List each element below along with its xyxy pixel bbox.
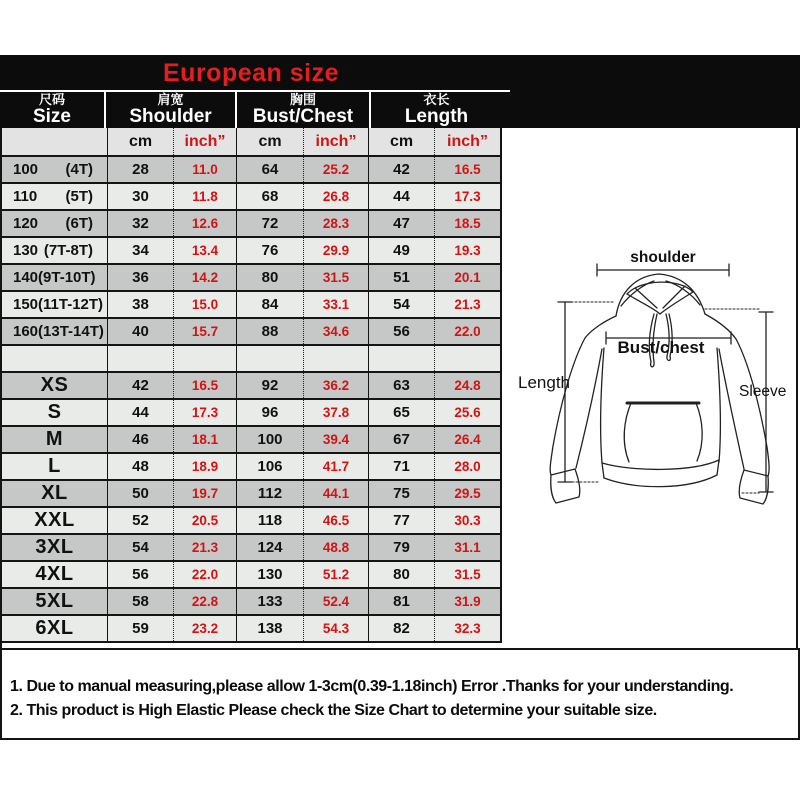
size-cell bbox=[2, 427, 108, 452]
length-cm-value: 56 bbox=[369, 319, 435, 344]
size-value: M bbox=[45, 428, 64, 450]
size-value: XL bbox=[41, 482, 68, 504]
bust-inch-value: 46.5 bbox=[304, 508, 369, 533]
shoulder-inch-value: 18.9 bbox=[174, 454, 237, 479]
length-inch-value: 16.5 bbox=[454, 162, 481, 177]
length-label: Length bbox=[518, 373, 570, 392]
shoulder-cm-value: 28 bbox=[108, 157, 174, 182]
bust-inch-value: 51.2 bbox=[304, 562, 369, 587]
length-cm-value: 51 bbox=[369, 265, 435, 290]
bust-cm-value: 76 bbox=[237, 238, 304, 263]
size-chart-table bbox=[0, 128, 502, 643]
unit-inch-label: inch” bbox=[174, 128, 237, 155]
shoulder-inch-value: 11.0 bbox=[174, 157, 237, 182]
hem-bottom bbox=[604, 475, 717, 487]
bust-inch-value: 25.2 bbox=[304, 157, 369, 182]
shoulder-inch-value: 13.4 bbox=[174, 238, 237, 263]
size-value: 110 bbox=[13, 188, 38, 205]
length-cm-value bbox=[369, 346, 435, 371]
group-bust-en: Bust/Chest bbox=[252, 106, 354, 127]
size-value: 3XL bbox=[35, 536, 74, 558]
table-row-120 bbox=[2, 211, 500, 238]
length-cm-value: 63 bbox=[369, 373, 435, 398]
bust-inch-value: 37.8 bbox=[304, 400, 369, 425]
size-cell bbox=[2, 319, 108, 344]
shoulder-inch-value: 11.8 bbox=[174, 184, 237, 209]
bust-inch-value: 33.1 bbox=[304, 292, 369, 317]
length-cm-value: 71 bbox=[369, 454, 435, 479]
note-line-1: 1. Due to manual measuring,please allow 1-3cm(0.39-1.18inch) Error .Thanks for your understanding. bbox=[10, 678, 734, 695]
bust-cm-value: 88 bbox=[237, 319, 304, 344]
length-cm-value: 67 bbox=[369, 427, 435, 452]
shoulder-cm-value: 58 bbox=[108, 589, 174, 614]
body-left-edge bbox=[601, 348, 604, 463]
hood-crease-left bbox=[621, 281, 654, 306]
bust-cm-value: 138 bbox=[237, 616, 304, 641]
length-inch-value bbox=[435, 346, 500, 371]
size-age-range: (11T-12T) bbox=[38, 296, 104, 313]
length-inch-value: 17.3 bbox=[454, 189, 481, 204]
size-cell bbox=[2, 346, 108, 371]
length-inch-value: 22.0 bbox=[454, 324, 481, 339]
length-cm-value: 75 bbox=[369, 481, 435, 506]
bust-inch-value: 54.3 bbox=[304, 616, 369, 641]
bust-cm-value: 64 bbox=[237, 157, 304, 182]
group-shoulder-en: Shoulder bbox=[129, 106, 212, 127]
length-inch-value: 31.1 bbox=[454, 540, 481, 555]
table-row-6XL bbox=[2, 616, 500, 643]
bust-cm-value: 106 bbox=[237, 454, 304, 479]
size-value: XS bbox=[40, 374, 69, 396]
cuff-right bbox=[739, 470, 768, 504]
bust-inch-value: 41.7 bbox=[304, 454, 369, 479]
left-frame-line bbox=[0, 128, 2, 648]
length-inch-value: 26.4 bbox=[454, 432, 481, 447]
shoulder-cm-value: 34 bbox=[108, 238, 174, 263]
bust-cm-value: 68 bbox=[237, 184, 304, 209]
table-row-XXL bbox=[2, 508, 500, 535]
size-cell bbox=[2, 454, 108, 479]
table-row-3XL bbox=[2, 535, 500, 562]
size-age-range: (6T) bbox=[65, 215, 93, 232]
bust-inch-value bbox=[304, 346, 369, 371]
bust-cm-value bbox=[237, 346, 304, 371]
length-inch-value: 28.0 bbox=[454, 459, 481, 474]
bust-label: Bust/chest bbox=[617, 338, 705, 357]
table-row-100 bbox=[2, 157, 500, 184]
shoulder-cm-value: 36 bbox=[108, 265, 174, 290]
size-cell bbox=[2, 400, 108, 425]
length-inch-value: 24.8 bbox=[454, 378, 481, 393]
length-measure-line bbox=[558, 302, 572, 482]
size-value: 130 bbox=[13, 242, 39, 259]
shoulder-cm-value: 59 bbox=[108, 616, 174, 641]
shoulder-inch-value: 21.3 bbox=[174, 535, 237, 560]
size-cell bbox=[2, 184, 108, 209]
bust-cm-value: 130 bbox=[237, 562, 304, 587]
length-inch-value: 29.5 bbox=[454, 486, 481, 501]
length-cm-value: 44 bbox=[369, 184, 435, 209]
shoulder-inch-value: 15.7 bbox=[174, 319, 237, 344]
length-inch-value: 30.3 bbox=[454, 513, 481, 528]
bust-cm-value: 112 bbox=[237, 481, 304, 506]
table-row-160 bbox=[2, 319, 500, 346]
bust-inch-value: 29.9 bbox=[304, 238, 369, 263]
shoulder-cm-value: 38 bbox=[108, 292, 174, 317]
shoulder-label: shoulder bbox=[630, 250, 696, 266]
table-row-150 bbox=[2, 292, 500, 319]
shoulder-cm-value: 56 bbox=[108, 562, 174, 587]
hoodie-diagram bbox=[508, 250, 798, 580]
size-cell bbox=[2, 265, 108, 290]
group-size-zh: 尺码 bbox=[38, 92, 65, 107]
bust-inch-value: 39.4 bbox=[304, 427, 369, 452]
length-cm-value: 81 bbox=[369, 589, 435, 614]
hood-collar-v bbox=[627, 292, 693, 314]
bust-cm-value: 100 bbox=[237, 427, 304, 452]
bust-inch-value: 28.3 bbox=[304, 211, 369, 236]
length-inch-value: 20.1 bbox=[454, 270, 481, 285]
length-inch-value: 18.5 bbox=[454, 216, 481, 231]
size-age-range: (4T) bbox=[65, 161, 93, 178]
shoulder-cm-value: 50 bbox=[108, 481, 174, 506]
size-age-range: (13T-14T) bbox=[38, 323, 104, 340]
size-value: 6XL bbox=[35, 617, 74, 639]
size-value: 150 bbox=[13, 296, 39, 313]
size-cell bbox=[2, 616, 108, 641]
bust-cm-value: 133 bbox=[237, 589, 304, 614]
shoulder-inch-value bbox=[174, 346, 237, 371]
size-cell bbox=[2, 535, 108, 560]
drawstring-left-tip bbox=[651, 362, 655, 367]
size-value: S bbox=[47, 401, 62, 423]
table-row-140 bbox=[2, 265, 500, 292]
group-length-zh: 衣长 bbox=[423, 92, 450, 107]
length-inch-value: 31.5 bbox=[454, 567, 481, 582]
shoulder-cm-value: 30 bbox=[108, 184, 174, 209]
group-bust-zh: 胸围 bbox=[289, 92, 316, 107]
length-cm-value: 79 bbox=[369, 535, 435, 560]
shoulder-cm-value: 42 bbox=[108, 373, 174, 398]
size-value: XXL bbox=[34, 509, 75, 531]
length-cm-value: 47 bbox=[369, 211, 435, 236]
size-cell bbox=[2, 589, 108, 614]
bust-inch-value: 44.1 bbox=[304, 481, 369, 506]
size-value: 120 bbox=[13, 215, 39, 232]
length-inch-value: 25.6 bbox=[454, 405, 481, 420]
size-value: L bbox=[48, 455, 61, 477]
bust-cm-value: 84 bbox=[237, 292, 304, 317]
shoulder-inch-value: 22.0 bbox=[174, 562, 237, 587]
length-inch-value: 19.3 bbox=[454, 243, 481, 258]
shoulder-inch-value: 17.3 bbox=[174, 400, 237, 425]
length-cm-value: 80 bbox=[369, 562, 435, 587]
body-right-edge bbox=[717, 348, 720, 462]
size-cell bbox=[2, 211, 108, 236]
pocket-right bbox=[696, 403, 702, 461]
shoulder-cm-value: 32 bbox=[108, 211, 174, 236]
size-age-range: (9T-10T) bbox=[38, 269, 96, 286]
unit-inch-label: inch” bbox=[304, 128, 369, 155]
bust-cm-value: 96 bbox=[237, 400, 304, 425]
size-cell bbox=[2, 238, 108, 263]
unit-blank-cell bbox=[2, 128, 108, 155]
unit-cm-label: cm bbox=[108, 128, 174, 155]
bust-cm-value: 118 bbox=[237, 508, 304, 533]
bust-inch-value: 48.8 bbox=[304, 535, 369, 560]
shoulder-inch-value: 14.2 bbox=[174, 265, 237, 290]
table-row-spacer bbox=[2, 346, 500, 373]
length-cm-value: 65 bbox=[369, 400, 435, 425]
size-cell bbox=[2, 481, 108, 506]
shoulder-cm-value bbox=[108, 346, 174, 371]
shoulder-cm-value: 48 bbox=[108, 454, 174, 479]
shoulder-cm-value: 54 bbox=[108, 535, 174, 560]
table-row-130 bbox=[2, 238, 500, 265]
pocket-left bbox=[624, 403, 631, 462]
table-row-4XL bbox=[2, 562, 500, 589]
size-value: 140 bbox=[13, 269, 39, 286]
shoulder-inch-value: 23.2 bbox=[174, 616, 237, 641]
size-value: 100 bbox=[13, 161, 39, 178]
length-inch-value: 32.3 bbox=[454, 621, 481, 636]
bust-inch-value: 26.8 bbox=[304, 184, 369, 209]
unit-cm-label: cm bbox=[369, 128, 435, 155]
unit-cm-label: cm bbox=[237, 128, 304, 155]
length-inch-value: 21.3 bbox=[454, 297, 481, 312]
shoulder-inch-value: 15.0 bbox=[174, 292, 237, 317]
group-length bbox=[371, 92, 502, 128]
shoulder-inch-value: 20.5 bbox=[174, 508, 237, 533]
sleeve-right-inner bbox=[719, 349, 744, 469]
shoulder-cm-value: 44 bbox=[108, 400, 174, 425]
measurement-annotations bbox=[518, 250, 786, 493]
length-cm-value: 77 bbox=[369, 508, 435, 533]
shoulder-inch-value: 22.8 bbox=[174, 589, 237, 614]
shoulder-inch-value: 12.6 bbox=[174, 211, 237, 236]
group-size bbox=[0, 92, 106, 128]
bust-cm-value: 80 bbox=[237, 265, 304, 290]
bust-inch-value: 34.6 bbox=[304, 319, 369, 344]
unit-inch-label: inch” bbox=[447, 132, 488, 150]
table-row-S bbox=[2, 400, 500, 427]
group-size-en: Size bbox=[32, 106, 72, 127]
group-bust bbox=[237, 92, 371, 128]
bust-cm-value: 92 bbox=[237, 373, 304, 398]
bust-inch-value: 36.2 bbox=[304, 373, 369, 398]
shoulder-cm-value: 40 bbox=[108, 319, 174, 344]
size-cell bbox=[2, 373, 108, 398]
table-row-XL bbox=[2, 481, 500, 508]
length-cm-value: 82 bbox=[369, 616, 435, 641]
notes-box bbox=[0, 648, 800, 740]
sleeve-left-inner bbox=[576, 349, 602, 468]
bust-cm-value: 124 bbox=[237, 535, 304, 560]
note-line-2: 2. This product is High Elastic Please check the Size Chart to determine your suitable size. bbox=[10, 701, 657, 719]
table-row-M bbox=[2, 427, 500, 454]
column-group-header bbox=[0, 92, 502, 128]
length-cm-value: 49 bbox=[369, 238, 435, 263]
size-cell bbox=[2, 157, 108, 182]
size-table-rows bbox=[2, 157, 500, 643]
size-age-range: (7T-8T) bbox=[43, 242, 93, 259]
bust-cm-value: 72 bbox=[237, 211, 304, 236]
bust-inch-value: 31.5 bbox=[304, 265, 369, 290]
shoulder-cm-value: 52 bbox=[108, 508, 174, 533]
unit-header-row bbox=[2, 128, 500, 157]
table-row-L bbox=[2, 454, 500, 481]
group-length-en: Length bbox=[404, 106, 469, 127]
sleeve-measure-line bbox=[759, 312, 773, 492]
bust-inch-value: 52.4 bbox=[304, 589, 369, 614]
size-value: 160 bbox=[13, 323, 39, 340]
sleeve-label: Sleeve bbox=[739, 383, 787, 400]
size-value: 4XL bbox=[35, 563, 74, 585]
hem-top bbox=[602, 460, 719, 469]
group-shoulder-zh: 肩宽 bbox=[157, 92, 184, 107]
size-value: 5XL bbox=[35, 590, 74, 612]
length-cm-value: 54 bbox=[369, 292, 435, 317]
shoulder-cm-value: 46 bbox=[108, 427, 174, 452]
shoulder-inch-value: 16.5 bbox=[174, 373, 237, 398]
size-age-range: (5T) bbox=[65, 188, 93, 205]
length-cm-value: 42 bbox=[369, 157, 435, 182]
size-cell bbox=[2, 562, 108, 587]
size-cell bbox=[2, 508, 108, 533]
shoulder-inch-value: 19.7 bbox=[174, 481, 237, 506]
page-title: European size bbox=[163, 59, 339, 87]
table-row-5XL bbox=[2, 589, 500, 616]
table-row-110 bbox=[2, 184, 500, 211]
group-shoulder bbox=[106, 92, 237, 128]
size-cell bbox=[2, 292, 108, 317]
shoulder-inch-value: 18.1 bbox=[174, 427, 237, 452]
hoodie-drawing bbox=[550, 274, 769, 504]
length-inch-value: 31.9 bbox=[454, 594, 481, 609]
table-row-XS bbox=[2, 373, 500, 400]
